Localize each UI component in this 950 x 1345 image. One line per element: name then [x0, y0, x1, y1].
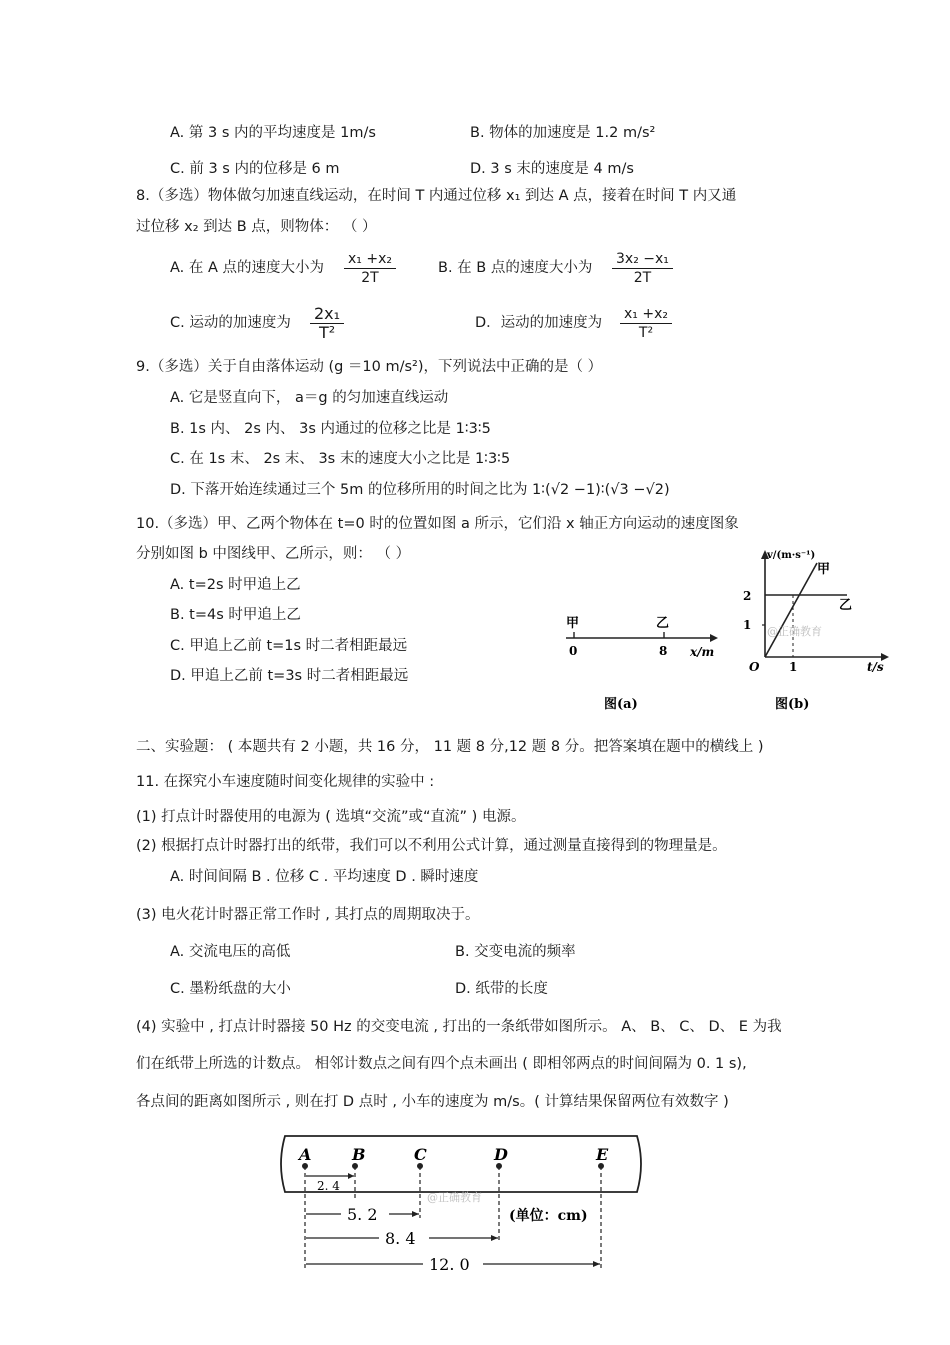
- point-b-label: B: [352, 1145, 366, 1164]
- section-2-heading: 二、实验题： ( 本题共有 2 小题，共 16 分， 11 题 8 分,12 题 8 分。把答案填在题中的横线上 ): [136, 739, 764, 755]
- q8-option-d-fraction: [620, 305, 672, 342]
- q9-stem: 9.（多选）关于自由落体运动 (g ＝10 m/s²)，下列说法中正确的是（ ）: [136, 359, 603, 375]
- q11-part-4-line3: 各点间的距离如图所示 , 则在打 D 点时 , 小车的速度为 m/s。( 计算结果保留两位有效数字 ): [136, 1094, 729, 1110]
- dim-ae-arrow-icon: [593, 1261, 600, 1267]
- fraction-numerator: 2x₁: [310, 305, 344, 324]
- q11-part-3-option-c: C. 墨粉纸盘的大小: [170, 981, 291, 997]
- t-axis-label: t/s: [867, 660, 884, 674]
- tick-label-v1: 1: [743, 618, 752, 632]
- point-e-label: E: [596, 1145, 609, 1164]
- watermark: @正确教育: [427, 1191, 482, 1204]
- figure-a-caption: 图(a): [604, 697, 638, 712]
- q11-part-3-option-d: D. 纸带的长度: [455, 981, 548, 997]
- tick-label-0: 0: [569, 644, 578, 658]
- q10-option-a: A. t=2s 时甲追上乙: [170, 577, 301, 593]
- series-jia-line: [765, 563, 817, 657]
- dim-ad-label: 8. 4: [385, 1229, 416, 1248]
- figure-a-position-axis: [560, 610, 730, 720]
- tick-label-v2: 2: [743, 589, 752, 603]
- q10-stem-line2: 分别如图 b 中图线甲、乙所示，则： （ ）: [136, 546, 411, 562]
- q9-option-a: A. 它是竖直向下， a＝g 的匀加速直线运动: [170, 390, 449, 406]
- figure-b-velocity-time-graph: [735, 545, 895, 720]
- origin-label: O: [749, 660, 760, 674]
- q11-part-4-line1: (4) 实验中 , 打点计时器接 50 Hz 的交变电流 , 打出的一条纸带如图所示。 A、 B、 C、 D、 E 为我: [136, 1019, 782, 1035]
- label-jia: 甲: [817, 562, 831, 577]
- label-yi: 乙: [656, 616, 670, 631]
- paper-tape-figure: [275, 1128, 655, 1278]
- q8-option-c-label: C. 运动的加速度为: [170, 315, 291, 331]
- fraction-numerator: 3x₂ −x₁: [612, 250, 673, 269]
- q10-option-b: B. t=4s 时甲追上乙: [170, 607, 301, 623]
- fraction-denominator: 2T: [361, 270, 379, 286]
- fraction-denominator: T²: [318, 323, 336, 342]
- q8-option-a-fraction: [344, 250, 396, 287]
- label-jia: 甲: [566, 616, 580, 631]
- q9-option-d: D. 下落开始连续通过三个 5m 的位移所用的时间之比为 1∶(√2 −1)∶(√3 −√2): [170, 482, 670, 498]
- q7-option-a: A. 第 3 s 内的平均速度是 1m/s: [170, 125, 376, 141]
- q8-stem-line1: 8.（多选）物体做匀加速直线运动，在时间 T 内通过位移 x₁ 到达 A 点，接着在时间 T 内又通: [136, 188, 737, 204]
- fraction-denominator: 2T: [633, 270, 652, 286]
- tick-label-t1: 1: [789, 660, 798, 674]
- fraction-numerator: x₁ +x₂: [620, 305, 672, 324]
- point-c-label: C: [414, 1145, 427, 1164]
- dim-ac-arrow-icon: [412, 1211, 419, 1217]
- q11-part-2-options: A. 时间间隔 B . 位移 C . 平均速度 D . 瞬时速度: [170, 869, 479, 885]
- label-yi: 乙: [839, 598, 853, 613]
- figure-b-caption: 图(b): [775, 697, 810, 712]
- q7-option-d: D. 3 s 末的速度是 4 m/s: [470, 161, 634, 177]
- q10-option-c: C. 甲追上乙前 t=1s 时二者相距最远: [170, 638, 408, 654]
- q10-stem-line1: 10.（多选）甲、乙两个物体在 t=0 时的位置如图 a 所示，它们沿 x 轴正方向运动的速度图象: [136, 516, 739, 532]
- x-axis-arrow-icon: [710, 634, 718, 642]
- x-axis-label: x/m: [690, 645, 715, 659]
- q8-option-a-label: A. 在 A 点的速度大小为: [170, 260, 325, 276]
- q8-option-c-fraction: [310, 305, 344, 342]
- unit-label: (单位：cm): [509, 1208, 588, 1224]
- q11-part-3: (3) 电火花计时器正常工作时 , 其打点的周期取决于。: [136, 907, 480, 923]
- point-d-label: D: [494, 1145, 508, 1164]
- fraction-denominator: T²: [638, 325, 654, 341]
- q9-option-b: B. 1s 内、 2s 内、 3s 内通过的位移之比是 1∶3∶5: [170, 421, 491, 437]
- dim-ab-arrow-icon: [348, 1173, 354, 1179]
- q11-part-2: (2) 根据打点计时器打出的纸带，我们可以不利用公式计算，通过测量直接得到的物理量是。: [136, 838, 727, 854]
- q7-option-b: B. 物体的加速度是 1.2 m/s²: [470, 125, 656, 141]
- q8-stem-line2: 过位移 x₂ 到达 B 点，则物体： （ ）: [136, 219, 377, 235]
- q7-option-c: C. 前 3 s 内的位移是 6 m: [170, 161, 340, 177]
- v-axis-label: v/(m·s⁻¹): [767, 550, 816, 561]
- dim-ad-arrow-icon: [491, 1235, 498, 1241]
- q11-part-1: (1) 打点计时器使用的电源为 ( 选填“交流”或“直流” ) 电源。: [136, 809, 526, 825]
- q9-option-c: C. 在 1s 末、 2s 末、 3s 末的速度大小之比是 1∶3∶5: [170, 451, 511, 467]
- q11-part-3-option-a: A. 交流电压的高低: [170, 944, 291, 960]
- dim-ab-label: 2. 4: [317, 1179, 340, 1193]
- q8-option-b-label: B. 在 B 点的速度大小为: [438, 260, 593, 276]
- q11-part-4-line2: 们在纸带上所选的计数点。 相邻计数点之间有四个点未画出 ( 即相邻两点的时间间隔为 0. 1 s),: [136, 1056, 747, 1072]
- point-a-label: A: [299, 1145, 312, 1164]
- tick-label-8: 8: [659, 644, 668, 658]
- fraction-numerator: x₁ +x₂: [344, 250, 396, 269]
- q8-option-b-fraction: [612, 250, 673, 287]
- q11-stem: 11. 在探究小车速度随时间变化规律的实验中 :: [136, 774, 435, 790]
- watermark: @正确教育: [767, 625, 822, 638]
- q11-part-3-option-b: B. 交变电流的频率: [455, 944, 576, 960]
- dim-ae-label: 12. 0: [429, 1255, 470, 1274]
- q8-option-d-label: D．运动的加速度为: [475, 315, 603, 331]
- dim-ac-label: 5. 2: [347, 1205, 378, 1224]
- q10-option-d: D. 甲追上乙前 t=3s 时二者相距最远: [170, 668, 409, 684]
